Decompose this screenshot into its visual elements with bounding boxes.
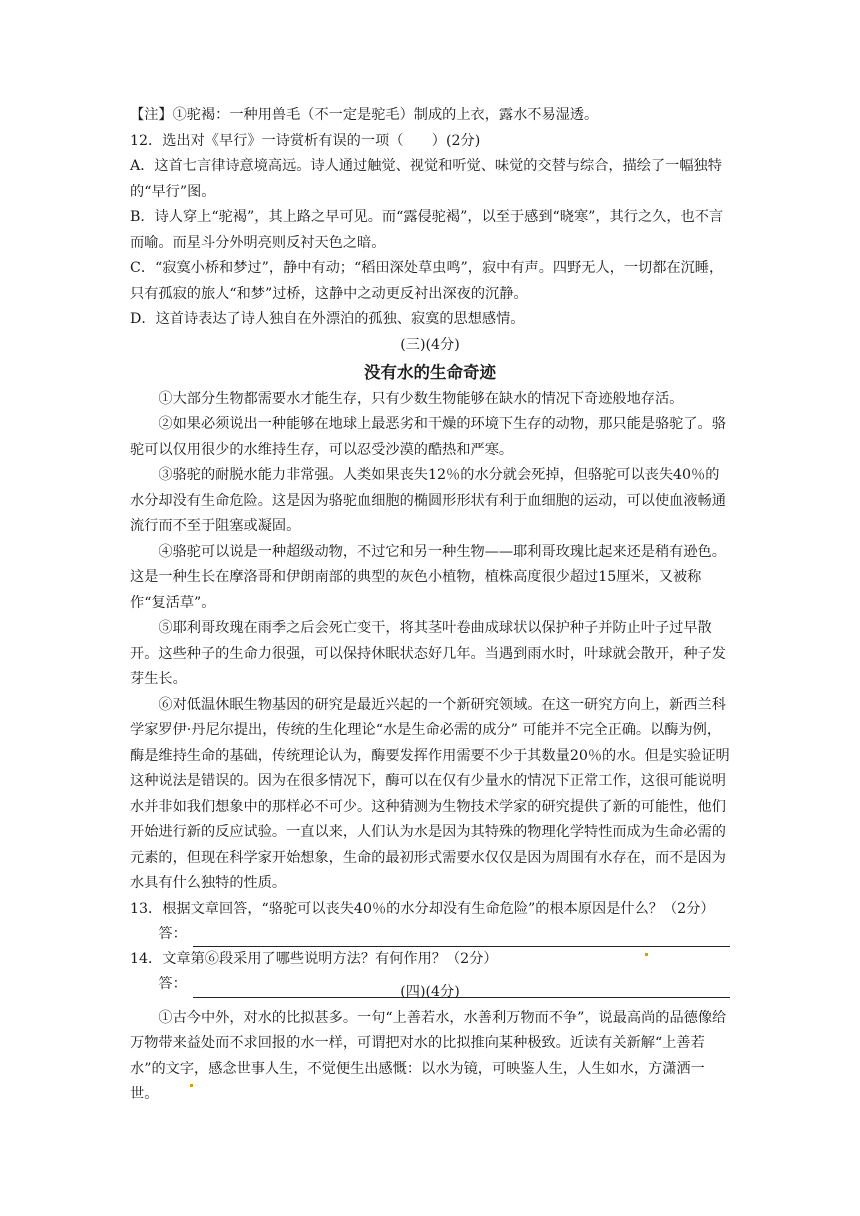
paragraph-1: ①大部分生物都需要水才能生存，只有少数生物能够在缺水的情况下奇迹般地存活。	[158, 390, 684, 407]
section-three	[130, 333, 730, 998]
question-13-answer	[130, 922, 730, 947]
section-four-paragraph-1: ①古今中外，对水的比拟甚多。一句“上善若水，水善利万物而不争”，说最高尚的品德像给万物带来益处而不求回报的水一样，可谓把对水的比拟推向某种极致。近读有关新解“上善若水”的文字，感念世事人生，不觉便生出感慨：以水为镜，可映鉴人生，人生如水，方潇洒一世。	[130, 1009, 727, 1102]
annotation-note: 【注】①驼褐：一种用兽毛（不一定是驼毛）制成的上衣，露水不易湿透。	[130, 107, 599, 123]
question-12-option-d: D．这首诗表达了诗人独自在外漂泊的孤独、寂寞的思想感情。	[130, 311, 525, 327]
section-three-heading: (三)(4分)	[400, 337, 460, 353]
paragraph-5: ⑤耶利哥玫瑰在雨季之后会死亡变干，将其茎叶卷曲成球状以保护种子并防止叶子过早散开。这些种子的生命力很强，可以保持休眠状态好几年。当遇到雨水时，叶球就会散开，种子发芽生长。	[130, 620, 726, 687]
question-14: 14．文章第⑥段采用了哪些说明方法？有何作用？（2分）	[130, 951, 498, 967]
paragraph-4: ④骆驼可以说是一种超级动物，不过它和另一种生物——耶利哥玫瑰比起来还是稍有逊色。这是一种生长在摩洛哥和伊朗南部的典型的灰色小植物，植株高度很少超过15厘米，又被称作“复活草”。	[130, 543, 726, 611]
answer-label: 答：	[158, 976, 187, 992]
question-12-option-c: C．“寂寞小桥和梦过”，静中有动；“稻田深处草虫鸣”，寂中有声。四野无人，一切都在沉睡，只有孤寂的旅人“和梦”过桥，这静中之动更反衬出深夜的沉静。	[130, 260, 724, 302]
paragraph-2: ②如果必须说出一种能够在地球上最恶劣和干燥的环境下生存的动物，那只能是骆驼了。骆驼可以仅用很少的水维持生存，可以忍受沙漠的酷热和严寒。	[130, 416, 726, 458]
poem-note-and-q12	[130, 103, 730, 333]
question-12-stem: 12．选出对《早行》一诗赏析有误的一项（ ）(2分)	[130, 132, 481, 149]
section-four	[130, 980, 730, 1108]
paragraph-6: ⑥对低温休眠生物基因的研究是最近兴起的一个新研究领域。在这一研究方向上，新西兰科学家罗伊·丹尼尔提出，传统的生化理论“水是生命必需的成分” 可能并不完全正确。以酶为例，酶是维持生命的基础，传统理论认为，酶要发挥作用需要不少于其数量20％的水。但是实验证明这种说法是错误的。因为在很多情况下，酶可以在仅有少量水的情况下正常工作，这很可能说明水并非如我们想象中的那样必不可少。这种猜测为生物技术学家的研究提供了新的可能性，他们开始进行新的反应试验。一直以来，人们认为水是因为其特殊的物理化学特性而成为生命必需的元素的，但现在科学家开始想象，生命的最初形式需要水仅仅是因为周围有水存在，而不是因为水具有什么独特的性质。	[130, 696, 730, 891]
scan-mark	[645, 953, 648, 956]
question-12-option-b: B．诗人穿上“驼褐”，其上路之早可见。而“露侵驼褐”，以至于感到“晓寒”，其行之久，也不言而喻。而星斗分外明亮则反衬天色之暗。	[130, 209, 724, 251]
scan-mark	[190, 1084, 193, 1087]
section-four-heading: (四)(4分)	[400, 984, 460, 1000]
question-12-option-a: A．这首七言律诗意境高远。诗人通过触觉、视觉和听觉、味觉的交替与综合，描绘了一幅独特的“早行”图。	[130, 158, 722, 200]
article-title: 没有水的生命奇迹	[364, 362, 496, 382]
question-13: 13．根据文章回答，“骆驼可以丧失40％的水分却没有生命危险”的根本原因是什么？（2分）	[130, 900, 715, 917]
answer-line-13[interactable]	[193, 930, 730, 947]
paragraph-3: ③骆驼的耐脱水能力非常强。人类如果丧失12％的水分就会死掉，但骆驼可以丧失40％的水分却没有生命危险。这是因为骆驼血细胞的椭圆形形状有利于血细胞的运动，可以使血液畅通流行而不至于阻塞或凝固。	[130, 467, 726, 534]
answer-label: 答：	[158, 925, 187, 942]
